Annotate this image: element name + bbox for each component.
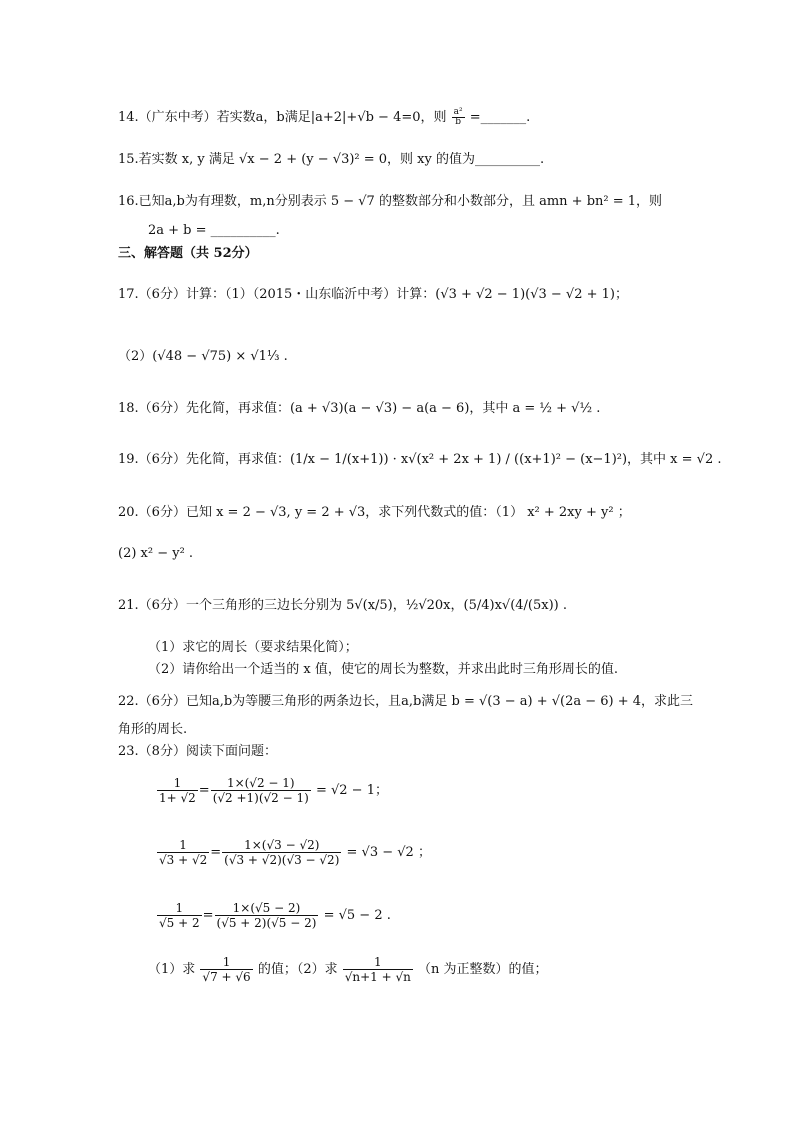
problem-14-tail: =_______. [469, 110, 531, 125]
problem-17-part1: 17.（6分）计算：（1）（2015・山东临沂中考）计算：(√3 + √2 − 1)(√3 − √2 + 1)； [118, 287, 628, 302]
problem-18: 18.（6分）先化简，再求值：(a + √3)(a − √3) − a(a − 6)，其中 a = ½ + √½ . [118, 401, 601, 416]
problem-20-line2: (2) x² − y² . [118, 546, 194, 561]
problem-15: 15.若实数 x, y 满足 √x − 2 + (y − √3)² = 0，则 xy 的值为__________. [118, 152, 545, 167]
problem-20-line1: 20.（6分）已知 x = 2 − √3, y = 2 + √3，求下列代数式的值：（1） x² + 2xy + y² ； [118, 505, 631, 520]
problem-21-line1: 21.（6分）一个三角形的三边长分别为 5√(x/5)，½√20x，(5/4)x√(4/(5x)) . [118, 598, 568, 613]
problem-23-intro: 23.（8分）阅读下面问题： [118, 744, 277, 759]
problem-19: 19.（6分）先化简，再求值：(1/x − 1/(x+1)) · x√(x² + 2x + 1) / ((x+1)² − (x−1)²)，其中 x = √2 . [118, 452, 722, 467]
problem-14 [118, 108, 530, 127]
problem-23-eq1: $\frac{1}{1+ √2}$ = $\frac{1\times(√2 - 1)}{(√2 +1)(√2 - 1)}$ = √2 − 1； [159, 776, 388, 805]
problem-21-sub2: （2）请你给出一个适当的 x 值，使它的周长为整数，并求出此时三角形周长的值. [148, 662, 619, 677]
problem-16-line1: 16.已知a,b为有理数，m,n分别表示 5 − √7 的整数部分和小数部分，且 amn + bn² = 1，则 [118, 194, 663, 209]
problem-23-question: （1）求 $\frac{1}{√7 + √6}$ 的值；（2）求 $\frac{1}{√n+1 + √n}$ （n 为正整数）的值； [148, 955, 548, 984]
problem-14-text: 14.（广东中考）若实数a，b满足|a+2|+√b − 4=0，则 [118, 110, 447, 125]
problem-23-eq2: $\frac{1}{√3 + √2}$ = $\frac{1\times(√3 - √2)}{(√3 + √2)(√3 - √2)}$ = √3 − √2 ； [159, 838, 431, 867]
problem-16-line2: 2a + b = __________. [148, 223, 280, 238]
problem-22-line1: 22.（6分）已知a,b为等腰三角形的两条边长，且a,b满足 b = √(3 − a) + √(2a − 6) + 4，求此三 [118, 694, 694, 709]
problem-21-sub1: （1）求它的周长（要求结果化简）； [148, 640, 358, 655]
problem-23-eq3: $\frac{1}{√5 + 2}$ = $\frac{1\times(√5 - 2)}{(√5 + 2)(√5 - 2)}$ = √5 − 2 . [159, 901, 391, 930]
problem-14-fraction: $\frac{\text{a²}}{b}$ [453, 107, 463, 127]
problem-22-line2: 角形的周长. [118, 722, 188, 737]
problem-17-part2: （2）(√48 − √75) × √1⅓ . [118, 349, 288, 364]
section-heading: 三、解答题（共 52分） [118, 246, 258, 261]
